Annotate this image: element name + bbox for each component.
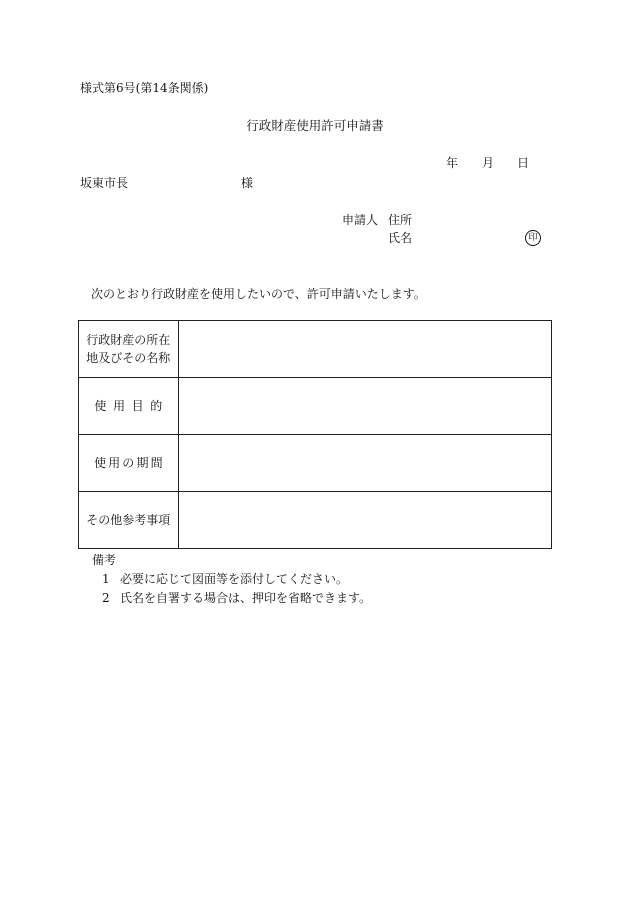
- usage-period-field[interactable]: [178, 435, 551, 492]
- honorific: 様: [241, 176, 254, 190]
- property-location-label-line2: 地及びその名称: [86, 351, 171, 365]
- property-location-label-line1: 行政財産の所在: [86, 333, 171, 347]
- note-text: 氏名を自署する場合は、押印を省略できます。: [120, 591, 372, 605]
- note-number: 1: [102, 572, 110, 586]
- note-text: 必要に応じて図面等を添付してください。: [120, 572, 349, 586]
- application-table: [78, 320, 552, 549]
- other-reference-label: その他参考事項: [79, 492, 179, 549]
- note-number: 2: [102, 591, 110, 605]
- table-row: [79, 492, 552, 549]
- table-row: [79, 435, 552, 492]
- form-number: 様式第6号(第14条関係): [80, 81, 209, 95]
- other-reference-field[interactable]: [178, 492, 551, 549]
- document-title: 行政財産使用許可申請書: [246, 118, 384, 133]
- table-row: [79, 321, 552, 378]
- date-day-label: 日: [517, 156, 530, 170]
- date-month-label: 月: [482, 156, 495, 170]
- usage-period-label: 使用の期間: [79, 435, 179, 492]
- property-location-field[interactable]: [178, 321, 551, 378]
- address-label: 住所: [388, 213, 413, 227]
- date-year-label: 年: [446, 156, 459, 170]
- name-label: 氏名: [388, 231, 413, 245]
- notes-heading: 備考: [92, 553, 117, 567]
- request-statement: 次のとおり行政財産を使用したいので、許可申請いたします。: [91, 287, 426, 301]
- usage-purpose-label: 使用目的: [79, 378, 179, 435]
- seal-mark: 印: [525, 230, 541, 246]
- addressee: 坂東市長: [80, 176, 129, 190]
- applicant-label: 申請人: [342, 213, 379, 227]
- property-location-label: [79, 321, 179, 378]
- usage-purpose-field[interactable]: [178, 378, 551, 435]
- table-row: [79, 378, 552, 435]
